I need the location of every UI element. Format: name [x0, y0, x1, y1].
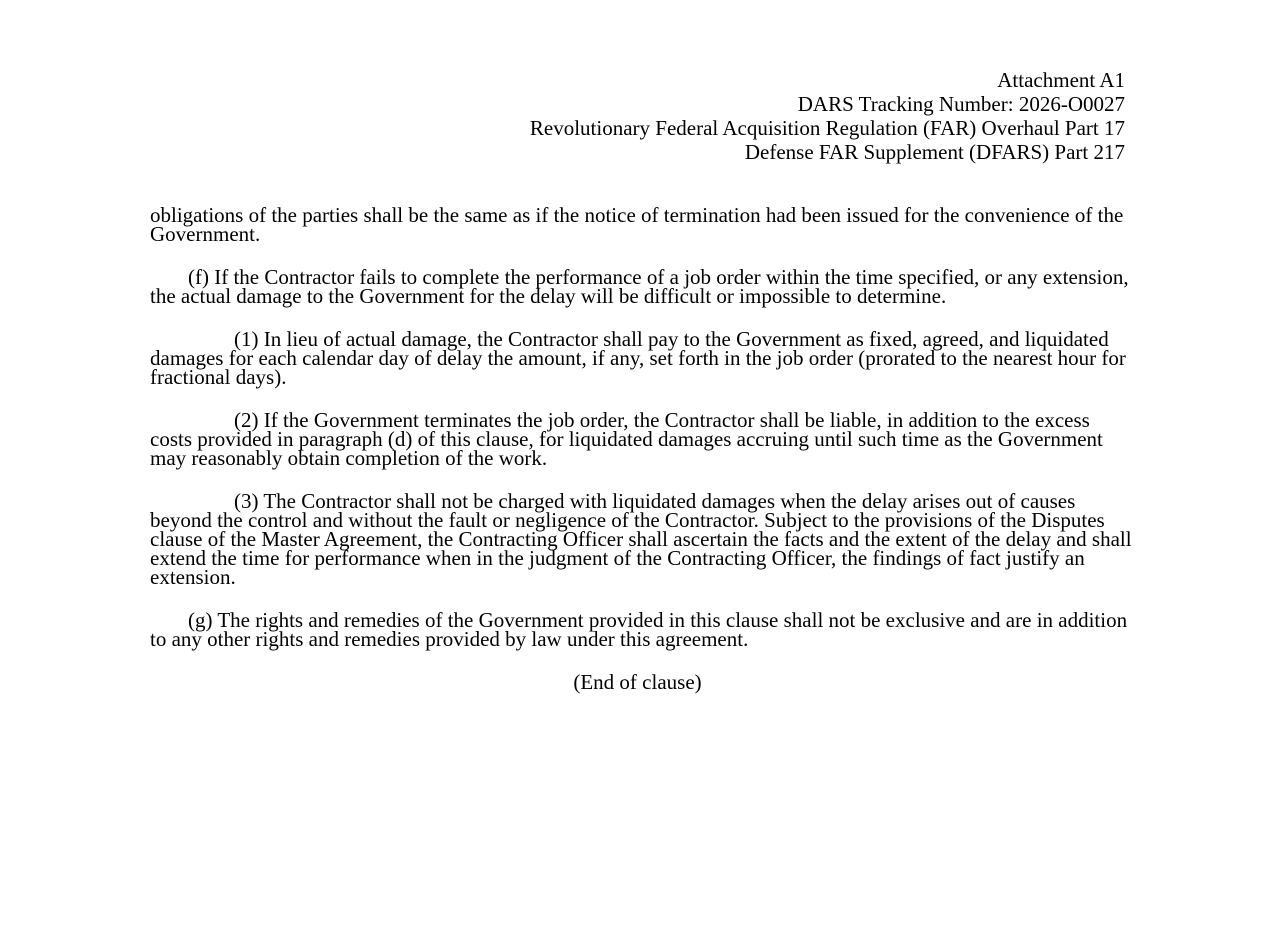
paragraph-f-3: (3) The Contractor shall not be charged with liquidated damages when the delay arises out of causes beyond the control and without the fault or negligence of the Contractor. Subject to the provisions of the Disputes clause of the Master Agreement, the Contracting Officer shall ascertain the facts and the extent of the delay and shall extend the time for performance when in the judgment of the Contracting Officer, the findings of fact justify an extension.: [150, 489, 1132, 589]
end-of-clause: (End of clause): [573, 670, 702, 694]
paragraph-f-2: (2) If the Government terminates the job order, the Contractor shall be liable, in addition to the excess costs provided in paragraph (d) of this clause, for liquidated damages accruing until such time as the Government may reasonably obtain completion of the work.: [150, 408, 1103, 470]
header-dfars-part: Defense FAR Supplement (DFARS) Part 217: [744, 140, 1125, 164]
header-tracking-number: DARS Tracking Number: 2026-O0027: [797, 92, 1125, 116]
header-far-part: Revolutionary Federal Acquisition Regulation (FAR) Overhaul Part 17: [529, 116, 1125, 140]
clause-body: [150, 203, 1135, 716]
paragraph-g: (g) The rights and remedies of the Government provided in this clause shall not be exclusive and are in addition to any other rights and remedies provided by law under this agreement.: [150, 608, 1128, 651]
page-header: [530, 68, 1125, 164]
paragraph-continuation: obligations of the parties shall be the same as if the notice of termination had been issued for the convenience of the Government.: [150, 203, 1124, 246]
header-attachment: Attachment A1: [997, 68, 1125, 92]
paragraph-f-1: (1) In lieu of actual damage, the Contractor shall pay to the Government as fixed, agreed, and liquidated damages for each calendar day of delay the amount, if any, set forth in the job order (prorated to the nearest hour for fractional days).: [150, 327, 1126, 389]
paragraph-f: (f) If the Contractor fails to complete the performance of a job order within the time specified, or any extension, the actual damage to the Government for the delay will be difficult or impossible to determine.: [150, 265, 1129, 308]
